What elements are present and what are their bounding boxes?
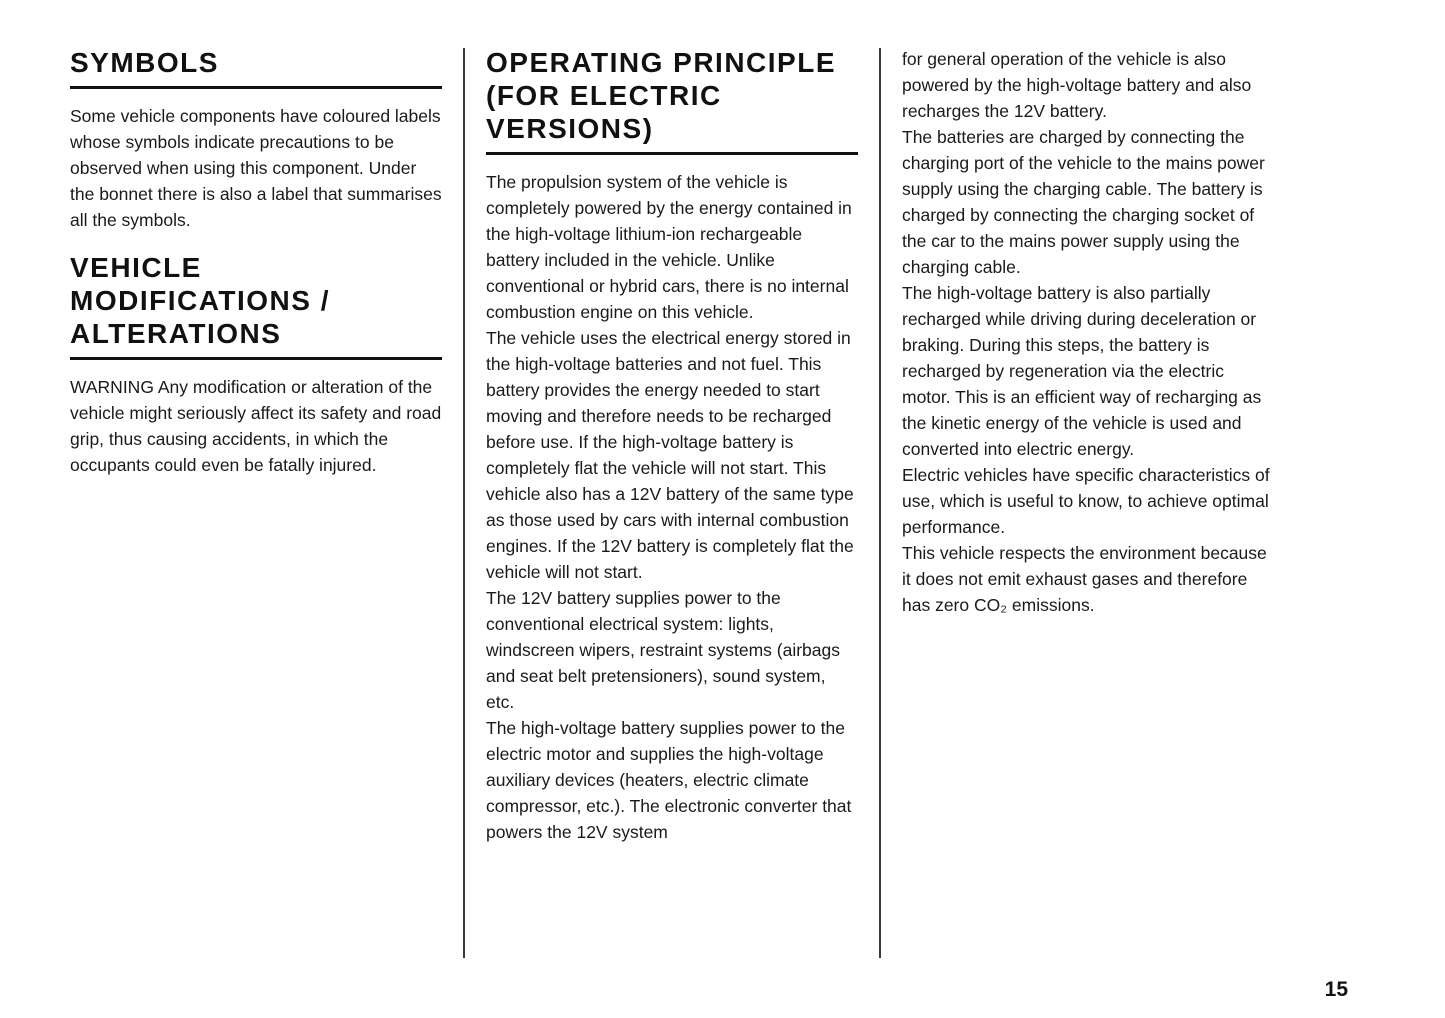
column-divider-right xyxy=(879,48,881,958)
paragraph-general-operation: for general operation of the vehicle is also powered by the high-voltage battery and also recharges the 12V battery. xyxy=(902,49,1252,121)
paragraph-characteristics: Electric vehicles have specific characteristics of use, which is useful to know, to achieve optimal performance. xyxy=(902,465,1270,537)
column-middle xyxy=(486,46,858,958)
paragraph-electrical-energy: The vehicle uses the electrical energy stored in the high-voltage batteries and not fuel. This battery provides the energy needed to start moving and therefore needs to be recharged before use. If the high-voltage battery is completely flat the vehicle will not start. This vehicle also has a 12V battery of the same type as those used by cars with internal combustion engines. If the 12V battery is completely flat the vehicle will not start. xyxy=(486,328,854,582)
column-left xyxy=(70,46,442,958)
paragraph-modifications-warning: WARNING Any modification or alteration of the vehicle might seriously affect its safety and road grip, thus causing accidents, in which the occupants could even be fatally injured. xyxy=(70,377,442,475)
section-heading-symbols: SYMBOLS xyxy=(70,46,442,89)
paragraph-regeneration: The high-voltage battery is also partially recharged while driving during deceleration or braking. During this steps, the battery is recharged by regeneration via the electric motor. This is an efficient way of recharging as the kinetic energy of the vehicle is used and converted into electric energy. xyxy=(902,283,1262,459)
paragraph-high-voltage-battery: The high-voltage battery supplies power to the electric motor and supplies the high-voltage auxiliary devices (heaters, electric climate compressor, etc.). The electronic converter that powers the 12V system xyxy=(486,718,852,842)
paragraph-12v-battery: The 12V battery supplies power to the conventional electrical system: lights, windscreen wipers, restraint systems (airbags and seat belt pretensioners), sound system, etc. xyxy=(486,588,841,712)
paragraph-propulsion-system: The propulsion system of the vehicle is completely powered by the energy contained in the high-voltage lithium-ion rechargeable battery included in the vehicle. Unlike conventional or hybrid cars, there is no internal combustion engine on this vehicle. xyxy=(486,172,852,322)
paragraph-zero-emissions: This vehicle respects the environment because it does not emit exhaust gases and therefore has zero CO₂ emissions. xyxy=(902,543,1267,615)
paragraph-symbols: Some vehicle components have coloured labels whose symbols indicate precautions to be observed when using this component. Under the bonnet there is also a label that summarises all the symbols. xyxy=(70,106,442,230)
paragraph-charging: The batteries are charged by connecting the charging port of the vehicle to the mains power supply using the charging cable. The battery is charged by connecting the charging socket of the car to the mains power supply using the charging cable. xyxy=(902,127,1265,277)
column-divider-left xyxy=(463,48,465,958)
column-right xyxy=(902,46,1274,958)
column-layout xyxy=(70,46,1270,958)
section-heading-operating-principle: OPERATING PRINCIPLE (FOR ELECTRIC VERSIONS) xyxy=(486,46,858,155)
page-number: 15 xyxy=(1324,978,1348,1001)
section-heading-vehicle-modifications: VEHICLE MODIFICATIONS / ALTERATIONS xyxy=(70,251,442,360)
